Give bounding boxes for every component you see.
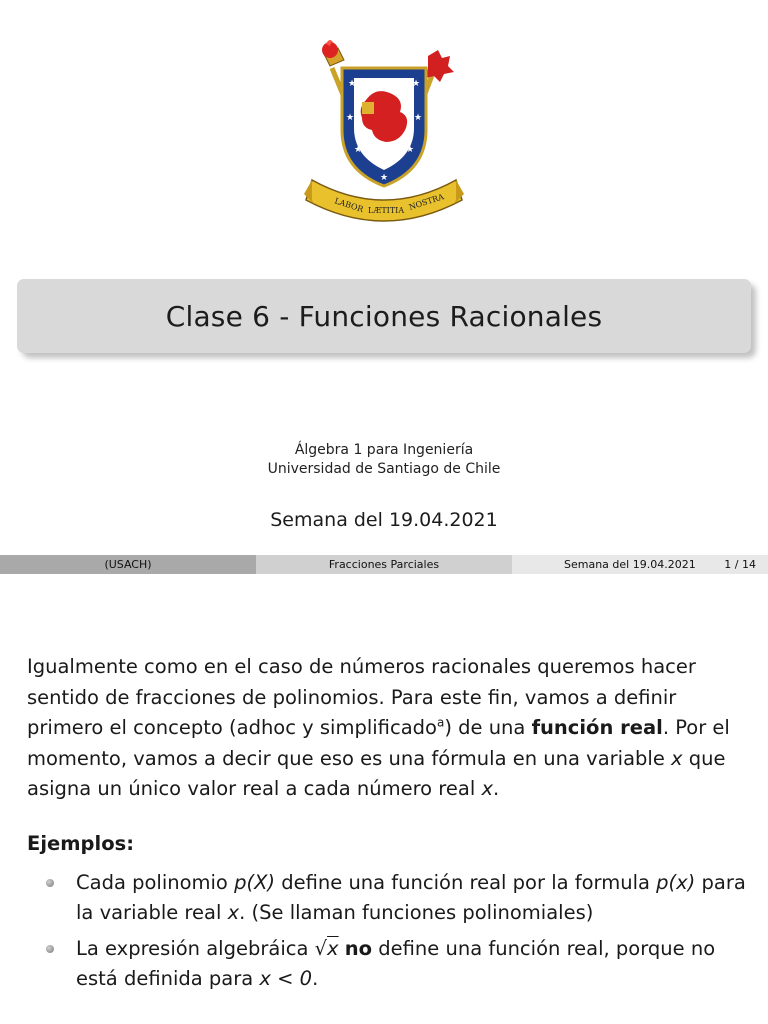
bullet-icon xyxy=(46,945,54,953)
intro-paragraph xyxy=(27,652,752,805)
math-expr: p(X) xyxy=(234,871,276,894)
item-text: define una función real, porque no está definida para xyxy=(76,937,716,990)
course-name: Álgebra 1 para Ingeniería xyxy=(294,442,474,458)
footer-date: Semana del 19.04.2021 xyxy=(564,558,696,571)
math-var: x xyxy=(227,901,240,924)
svg-text:★: ★ xyxy=(414,113,423,123)
para-text: ) de una xyxy=(444,716,532,739)
svg-text:★: ★ xyxy=(412,79,421,89)
sqrt-radicand: x xyxy=(327,937,339,960)
page-title: Clase 6 - Funciones Racionales xyxy=(165,299,603,333)
math-expr: x < 0 xyxy=(259,967,313,990)
svg-text:★: ★ xyxy=(348,79,357,89)
svg-text:★: ★ xyxy=(354,145,363,155)
title-box xyxy=(17,279,751,353)
math-expr: p(x) xyxy=(656,871,696,894)
svg-text:★: ★ xyxy=(346,113,355,123)
para-text: Igualmente como en el caso de números racionales queremos hacer sentido de fracciones de polinomios. Para este fin, vamos a definir primero el concepto (adhoc y simplificado xyxy=(27,655,696,739)
bullet-icon xyxy=(46,879,54,887)
list-item xyxy=(50,934,750,994)
item-text: Cada polinomio xyxy=(76,871,235,894)
math-var: x xyxy=(481,777,493,800)
presentation-date: Semana del 19.04.2021 xyxy=(270,509,498,531)
sqrt-expr xyxy=(315,937,339,960)
list-item xyxy=(50,868,750,928)
footnote-mark: a xyxy=(436,715,445,730)
footer-right xyxy=(512,555,768,574)
svg-text:★: ★ xyxy=(380,173,389,183)
item-text: . (Se llaman funciones polinomiales) xyxy=(239,901,594,924)
para-text: . xyxy=(493,777,500,800)
motto-word-3: NOSTRA xyxy=(407,192,446,212)
footer-topic: Fracciones Parciales xyxy=(256,555,512,574)
footer-bar xyxy=(0,555,768,574)
footer-page-number: 1 / 14 xyxy=(724,558,756,571)
shield-icon xyxy=(342,68,426,186)
item-text: La expresión algebráica xyxy=(76,937,315,960)
motto-word-1: LABOR xyxy=(333,196,365,215)
usach-logo xyxy=(304,40,464,224)
footer-institution: (USACH) xyxy=(0,555,256,574)
math-var: x xyxy=(671,746,683,770)
para-text: que asigna un único valor real a cada número real xyxy=(27,746,726,800)
item-text: define una función real por la formula xyxy=(275,871,657,894)
item-text: . xyxy=(312,967,319,990)
item-text: para la variable real xyxy=(76,871,746,924)
para-text: . Por el momento, vamos a decir que eso es una fórmula en una variable xyxy=(27,716,730,770)
sqrt-sign: √ xyxy=(314,937,328,960)
item-bold-term: no xyxy=(344,937,373,960)
motto-word-2: LÆTITIA xyxy=(368,206,405,215)
university-name: Universidad de Santiago de Chile xyxy=(267,461,501,477)
svg-text:★: ★ xyxy=(406,145,415,155)
content-slide xyxy=(0,576,768,1024)
para-bold-term: función real xyxy=(531,716,663,739)
examples-heading: Ejemplos: xyxy=(27,832,134,855)
